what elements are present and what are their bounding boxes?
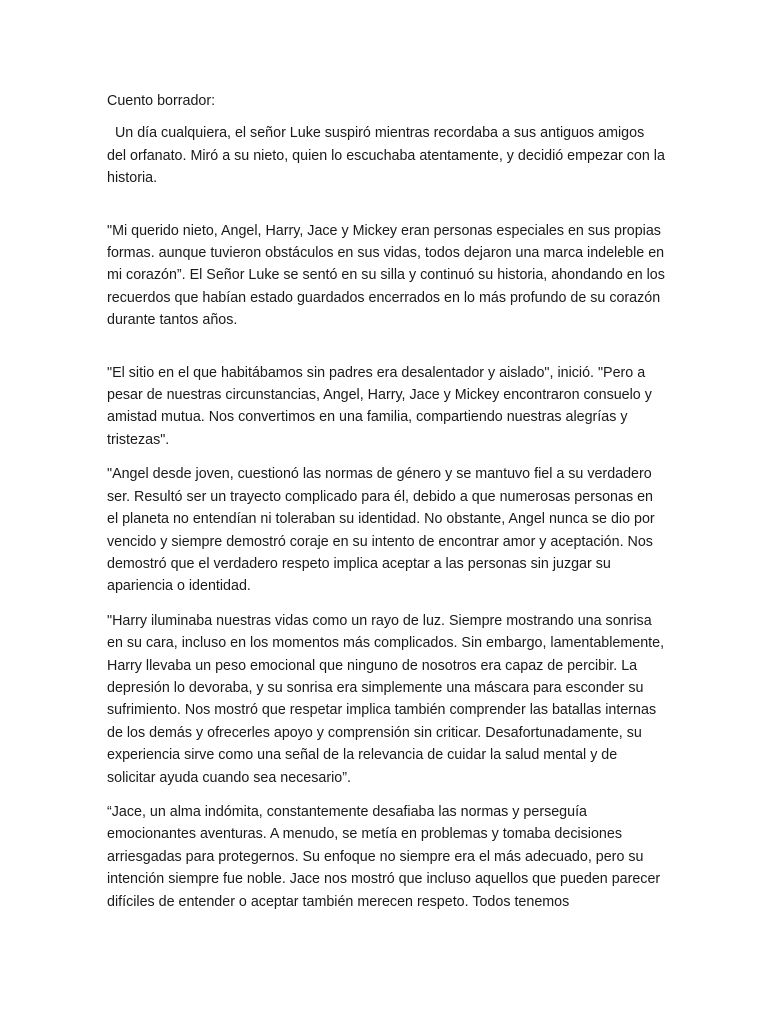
- paragraph-harry: "Harry iluminaba nuestras vidas como un rayo de luz. Siempre mostrando una sonrisa en su cara, incluso en los momentos más complicados. Sin embargo, lamentablemente, Harry llevaba un peso emocional que ninguno de nosotros era capaz de percibir. La depresión lo devoraba, y su sonrisa era simplemente una máscara para esconder su sufrimiento. Nos mostró que respetar implica también comprender las batallas internas de los demás y ofrecerles apoyo y comprensión sin criticar. Desafortunadamente, su experiencia sirve como una señal de la relevancia de cuidar la salud mental y de solicitar ayuda cuando sea necesario”.: [107, 612, 669, 786]
- paragraph-sitio: "El sitio en el que habitábamos sin padres era desalentador y aislado", inició. "Pero a pesar de nuestras circunstancias, Angel, Harry, Jace y Mickey encontraron consuelo y amistad mutua. Nos convertimos en una familia, compartiendo nuestras alegrías y tristezas".: [107, 364, 656, 448]
- paragraph-spacer: [107, 332, 667, 362]
- paragraph-spacer: [107, 789, 667, 801]
- paragraph-spacer: [107, 598, 667, 610]
- paragraph-nieto: "Mi querido nieto, Angel, Harry, Jace y Mickey eran personas especiales en sus propias formas. aunque tuvieron obstáculos en sus vidas, todos dejaron una marca indeleble en mi corazón”. El Señor Luke se sentó en su silla y continuó su historia, ahondando en los recuerdos que habían estado guardados encerrados en lo más profundo de su corazón durante tantos años.: [107, 222, 669, 329]
- paragraph-angel: "Angel desde joven, cuestionó las normas de género y se mantuvo fiel a su verdadero ser. Resultó ser un trayecto complicado para él, debido a que numerosas personas en el planeta no entendían ni toleraban su identidad. No obstante, Angel nunca se dio por vencido y siempre demostró coraje en su intento de encontrar amor y aceptación. Nos demostró que el verdadero respeto implica aceptar a las personas sin juzgar su apariencia o identidad.: [107, 466, 659, 595]
- document-title: Cuento borrador:: [107, 93, 216, 109]
- paragraph-jace: “Jace, un alma indómita, constantemente desafiaba las normas y perseguía emocionantes aventuras. A menudo, se metía en problemas y tomaba decisiones arriesgadas para protegernos. Su enfoque no siempre era el más adecuado, pero su intención siempre fue noble. Jace nos mostró que incluso aquellos que pueden parecer difíciles de entender o aceptar también merecen respeto. Todos tenemos: [107, 803, 665, 910]
- document-body: [107, 90, 667, 913]
- paragraph-intro: Un día cualquiera, el señor Luke suspiró mientras recordaba a sus antiguos amigos del orfanato. Miró a su nieto, quien lo escuchaba atentamente, y decidió empezar con la historia.: [107, 125, 669, 187]
- paragraph-spacer: [107, 451, 667, 463]
- paragraph-spacer: [107, 190, 667, 220]
